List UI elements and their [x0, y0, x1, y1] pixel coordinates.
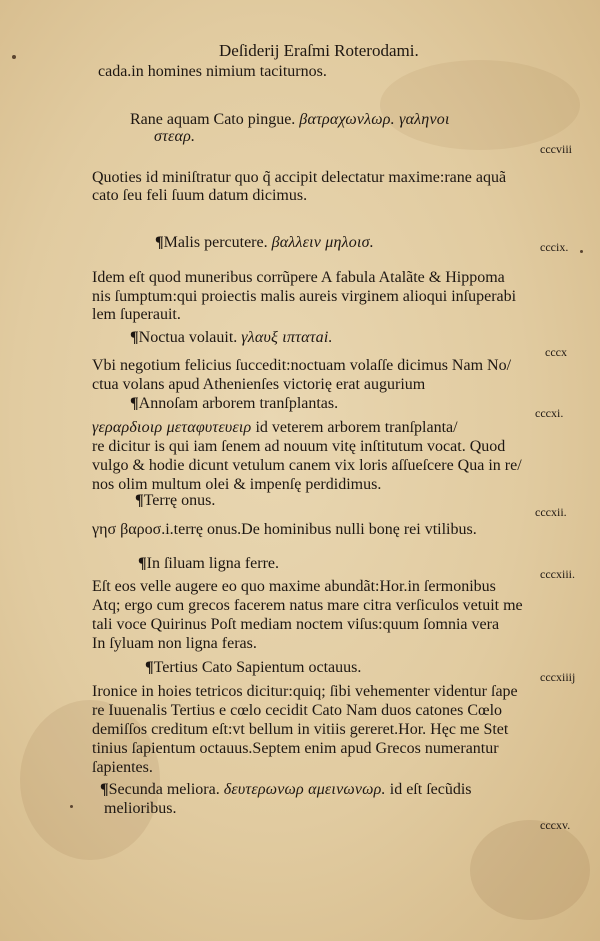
adage-greek: βατραχωνλωρ. γαληνοι [299, 111, 450, 128]
text-line: vulgo & hodie dicunt vetulum canem vix loris aſſueſcere Qua in re/ [92, 457, 522, 474]
text-line: lem ſuperauit. [92, 306, 181, 323]
adage-greek-continued: στεαρ. [154, 128, 196, 145]
text-line: Atq; ergo cum grecos facerem natus mare citra verſiculos vetuit me [92, 597, 523, 614]
text-line: re Iuuenalis Tertius e cœlo cecidit Cato Nam duos catones Cœlo [92, 702, 503, 719]
text-line: Vbi negotium felicius ſuccedit:noctuam volaſſe dicimus Nam No/ [92, 357, 512, 374]
paragraph-mark: ¶ [138, 555, 147, 572]
text-line: cada.in homines nimium taciturnos. [98, 63, 327, 80]
text-line: γησ βαροσ.i.terrę onus.De hominibus nulli bonę rei vtilibus. [92, 521, 477, 538]
text-line: nos olim multum olei & impenſę perdidimus. [92, 476, 382, 493]
adage-title [130, 112, 450, 128]
adage-latin: Malis percutere. [163, 234, 268, 251]
adage-number: cccxii. [535, 505, 567, 519]
text-line: Idem eſt quod muneribus corrũpere A fabula Atalãte & Hippoma [92, 269, 505, 286]
paragraph-mark: ¶ [130, 395, 139, 412]
adage-greek: δευτερωνωρ αμεινωνωρ. [223, 781, 386, 798]
text-line: tali voce Quirinus Poſt mediam noctem viſus:quum ſomnia vera [92, 616, 500, 633]
adage-greek: βαλλειν μηλοισ. [271, 234, 374, 251]
adage-number: cccxi. [535, 406, 564, 420]
text-line: melioribus. [104, 800, 177, 817]
paragraph-mark: ¶ [145, 659, 154, 676]
text-line [92, 420, 458, 436]
wormhole [12, 55, 16, 59]
text-line: Ironice in hoies tetricos dicitur:quiq; ſibi vehementer videntur ſape [92, 683, 518, 700]
paper-stain [470, 820, 590, 920]
adage-latin: Secunda meliora. [108, 781, 220, 798]
adage-number: cccxiii. [540, 567, 575, 581]
paragraph-mark: ¶ [135, 492, 144, 509]
paper-stain [380, 60, 580, 150]
adage-latin: Noctua volauit. [138, 329, 238, 346]
text-line: In ſyluam non ligna feras. [92, 635, 257, 652]
text-line: demiſſos creditum eſt:vt bellum in vitiis gereret.Hor. Hęc me Stet [92, 721, 509, 738]
adage-latin: Tertius Cato Sapientum octauus. [153, 659, 362, 676]
adage-number: cccviii [540, 142, 572, 156]
adage-latin: Annoſam arborem tranſplantas. [138, 395, 339, 412]
text-line: Eſt eos velle augere eo quo maxime abundãt:Hor.in ſermonibus [92, 578, 496, 595]
adage-greek: γλαυξ ιπτατai. [241, 329, 333, 346]
wormhole [70, 805, 73, 808]
adage-number: cccix. [540, 240, 569, 254]
text-line: nis ſumptum:qui proiectis malis aureis virginem alioqui inſuperabi [92, 288, 517, 305]
wormhole [580, 250, 583, 253]
text-line: re dicitur is qui iam ſenem ad nouum vitę inſtitutum vocat. Quod [92, 438, 506, 455]
running-header: Deſiderij Eraſmi Roterodami. [219, 41, 419, 60]
text-line: cato ſeu feli ſuum datum dicimus. [92, 187, 308, 204]
text-line: tinius ſapientum octauus.Septem enim apud Grecos numerantur [92, 740, 499, 757]
text-continued: id veterem arborem tranſplanta/ [251, 419, 458, 436]
paragraph-mark: ¶ [100, 781, 109, 798]
adage-title [130, 396, 338, 412]
adage-title [145, 660, 361, 676]
adage-title [155, 235, 374, 251]
text-line: ctua volans apud Athenienſes victorię erat augurium [92, 376, 426, 393]
paragraph-mark: ¶ [155, 234, 164, 251]
adage-title [135, 493, 215, 509]
adage-greek: γεραρδιοιρ μεταφυτευειρ [92, 419, 252, 436]
adage-latin: In ſiluam ligna ferre. [146, 555, 280, 572]
text-continued: id eſt ſecũdis [385, 781, 472, 798]
adage-title [138, 556, 279, 572]
text-line: ſapientes. [92, 759, 153, 776]
adage-number: cccxv. [540, 818, 571, 832]
adage-title [130, 330, 333, 346]
adage-number: cccxiiij [540, 670, 576, 684]
adage-latin: Rane aquam Cato pingue. [130, 111, 296, 128]
paragraph-mark: ¶ [130, 329, 139, 346]
text-line: Quoties id miniſtratur quo q̃ accipit delectatur maxime:rane aquã [92, 169, 507, 186]
adage-title [100, 782, 472, 798]
adage-latin: Terrę onus. [143, 492, 216, 509]
adage-number: cccx [545, 345, 567, 359]
